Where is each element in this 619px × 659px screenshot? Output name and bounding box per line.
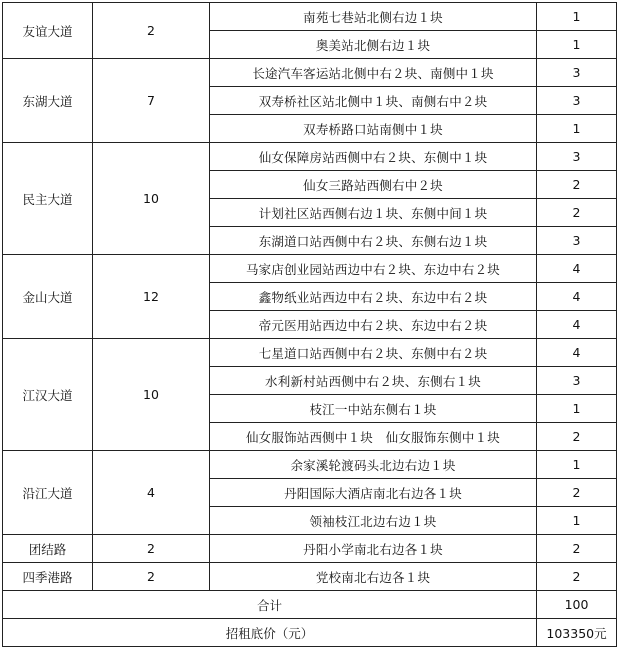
price-value: 103350元 [537, 619, 617, 647]
location: 七星道口站西侧中右２块、东侧中右２块 [210, 339, 537, 367]
road-name: 民主大道 [3, 143, 93, 255]
location: 枝江一中站东侧右１块 [210, 395, 537, 423]
quantity: 1 [537, 3, 617, 31]
location: 仙女三路站西侧右中２块 [210, 171, 537, 199]
total-label: 合计 [3, 591, 537, 619]
quantity: 3 [537, 227, 617, 255]
table-row [3, 535, 617, 563]
table-row [3, 59, 617, 87]
location: 丹阳国际大酒店南北右边各１块 [210, 479, 537, 507]
quantity: 3 [537, 367, 617, 395]
location: 仙女保障房站西侧中右２块、东侧中１块 [210, 143, 537, 171]
location: 水利新村站西侧中右２块、东侧右１块 [210, 367, 537, 395]
location: 长途汽车客运站北侧中右２块、南侧中１块 [210, 59, 537, 87]
road-count: 12 [93, 255, 210, 339]
table-row [3, 143, 617, 171]
total-row [3, 591, 617, 619]
quantity: 1 [537, 507, 617, 535]
location: 双寿桥社区站北侧中１块、南侧右中２块 [210, 87, 537, 115]
road-name: 四季港路 [3, 563, 93, 591]
location: 余家溪轮渡码头北边右边１块 [210, 451, 537, 479]
road-name: 团结路 [3, 535, 93, 563]
road-name: 沿江大道 [3, 451, 93, 535]
table-row [3, 451, 617, 479]
quantity: 1 [537, 451, 617, 479]
table-body [3, 3, 617, 591]
quantity: 2 [537, 423, 617, 451]
location: 东湖道口站西侧中右２块、东侧右边１块 [210, 227, 537, 255]
location: 马家店创业园站西边中右２块、东边中右２块 [210, 255, 537, 283]
road-count: 2 [93, 563, 210, 591]
location: 计划社区站西侧右边１块、东侧中间１块 [210, 199, 537, 227]
road-name: 江汉大道 [3, 339, 93, 451]
road-count: 10 [93, 339, 210, 451]
location: 帝元医用站西边中右２块、东边中右２块 [210, 311, 537, 339]
quantity: 1 [537, 395, 617, 423]
road-name: 金山大道 [3, 255, 93, 339]
road-count: 2 [93, 3, 210, 59]
quantity: 1 [537, 31, 617, 59]
price-label: 招租底价（元） [3, 619, 537, 647]
quantity: 2 [537, 563, 617, 591]
table-row [3, 3, 617, 31]
table-row [3, 339, 617, 367]
quantity: 4 [537, 255, 617, 283]
quantity: 4 [537, 311, 617, 339]
table-row [3, 563, 617, 591]
location: 仙女服饰站西侧中１块 仙女服饰东侧中１块 [210, 423, 537, 451]
quantity: 2 [537, 479, 617, 507]
location: 南苑七巷站北侧右边１块 [210, 3, 537, 31]
quantity: 2 [537, 199, 617, 227]
location: 丹阳小学南北右边各１块 [210, 535, 537, 563]
road-count: 2 [93, 535, 210, 563]
road-count: 7 [93, 59, 210, 143]
location: 党校南北右边各１块 [210, 563, 537, 591]
price-row [3, 619, 617, 647]
location: 领袖枝江北边右边１块 [210, 507, 537, 535]
quantity: 2 [537, 171, 617, 199]
quantity: 3 [537, 87, 617, 115]
quantity: 3 [537, 143, 617, 171]
quantity: 4 [537, 283, 617, 311]
quantity: 1 [537, 115, 617, 143]
location: 双寿桥路口站南侧中１块 [210, 115, 537, 143]
road-name: 东湖大道 [3, 59, 93, 143]
billboard-table [2, 2, 617, 647]
road-count: 4 [93, 451, 210, 535]
quantity: 3 [537, 59, 617, 87]
table-summary [3, 591, 617, 647]
road-count: 10 [93, 143, 210, 255]
total-value: 100 [537, 591, 617, 619]
location: 奥美站北侧右边１块 [210, 31, 537, 59]
road-name: 友谊大道 [3, 3, 93, 59]
location: 鑫物纸业站西边中右２块、东边中右２块 [210, 283, 537, 311]
table-row [3, 255, 617, 283]
quantity: 4 [537, 339, 617, 367]
quantity: 2 [537, 535, 617, 563]
